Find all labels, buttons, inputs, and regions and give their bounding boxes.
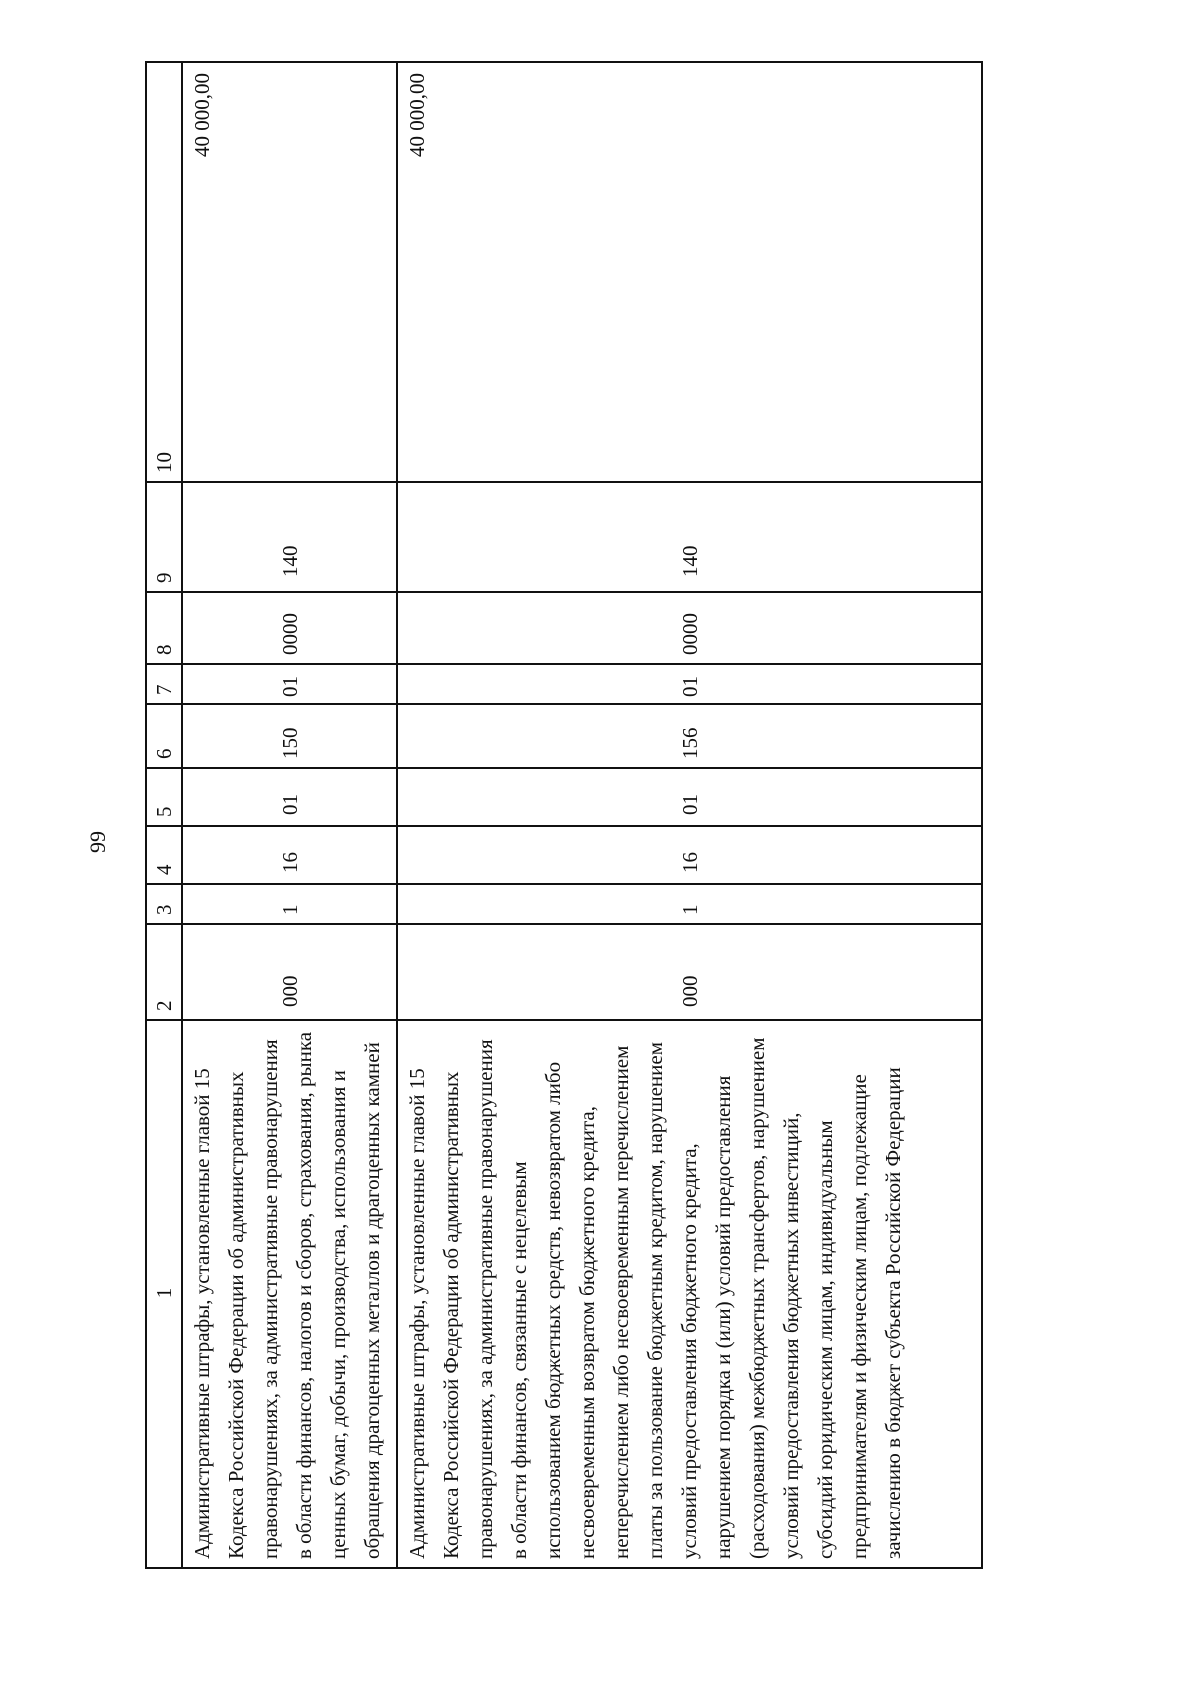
row-code-3: 1: [397, 884, 982, 924]
page-number: 99: [85, 831, 110, 853]
header-col-4: 4: [146, 826, 182, 884]
row-code-5: 01: [397, 768, 982, 826]
row-code-4: 16: [397, 826, 982, 884]
header-col-3: 3: [146, 884, 182, 924]
header-col-1: 1: [146, 1020, 182, 1568]
table-row: [397, 62, 982, 1568]
header-col-2: 2: [146, 924, 182, 1020]
row-amount: 40 000,00: [182, 62, 397, 482]
header-col-6: 6: [146, 704, 182, 768]
header-col-8: 8: [146, 592, 182, 664]
header-col-7: 7: [146, 664, 182, 704]
row-code-7: 01: [182, 664, 397, 704]
revenue-table: [145, 61, 983, 1569]
row-code-9: 140: [397, 482, 982, 592]
header-col-5: 5: [146, 768, 182, 826]
row-code-7: 01: [397, 664, 982, 704]
row-description: Административные штрафы, установленные главой 15 Кодекса Российской Федерации об административных правонарушениях, за административные правонарушения в области финансов, связанные с нецелевым использованием бюджетных средств, невозвратом либо несвоевременным возвратом бюджетного кредита, неперечислением либо несвоевременным перечислением платы за пользование бюджетным кредитом, нарушением условий предоставления бюджетного кредита, нарушением порядка и (или) условий предоставления (расходования) межбюджетных трансфертов, нарушением условий предоставления бюджетных инвестиций, субсидий юридическим лицам, индивидуальным предпринимателям и физическим лицам, подлежащие зачислению в бюджет субъекта Российской Федерации: [397, 1020, 982, 1568]
row-description: Административные штрафы, установленные главой 15 Кодекса Российской Федерации об административных правонарушениях, за административные правонарушения в области финансов, налогов и сборов, страхования, рынка ценных бумаг, добычи, производства, использования и обращения драгоценных металлов и драгоценных камней: [182, 1020, 397, 1568]
header-col-10: 10: [146, 62, 182, 482]
header-row: [146, 62, 182, 1568]
row-code-2: 000: [397, 924, 982, 1020]
row-code-6: 150: [182, 704, 397, 768]
table-row: [182, 62, 397, 1568]
row-code-9: 140: [182, 482, 397, 592]
row-code-8: 0000: [397, 592, 982, 664]
row-code-4: 16: [182, 826, 397, 884]
row-code-6: 156: [397, 704, 982, 768]
revenue-table-rotated: [145, 63, 983, 1569]
row-code-8: 0000: [182, 592, 397, 664]
row-code-3: 1: [182, 884, 397, 924]
row-code-5: 01: [182, 768, 397, 826]
header-col-9: 9: [146, 482, 182, 592]
row-code-2: 000: [182, 924, 397, 1020]
row-amount: 40 000,00: [397, 62, 982, 482]
